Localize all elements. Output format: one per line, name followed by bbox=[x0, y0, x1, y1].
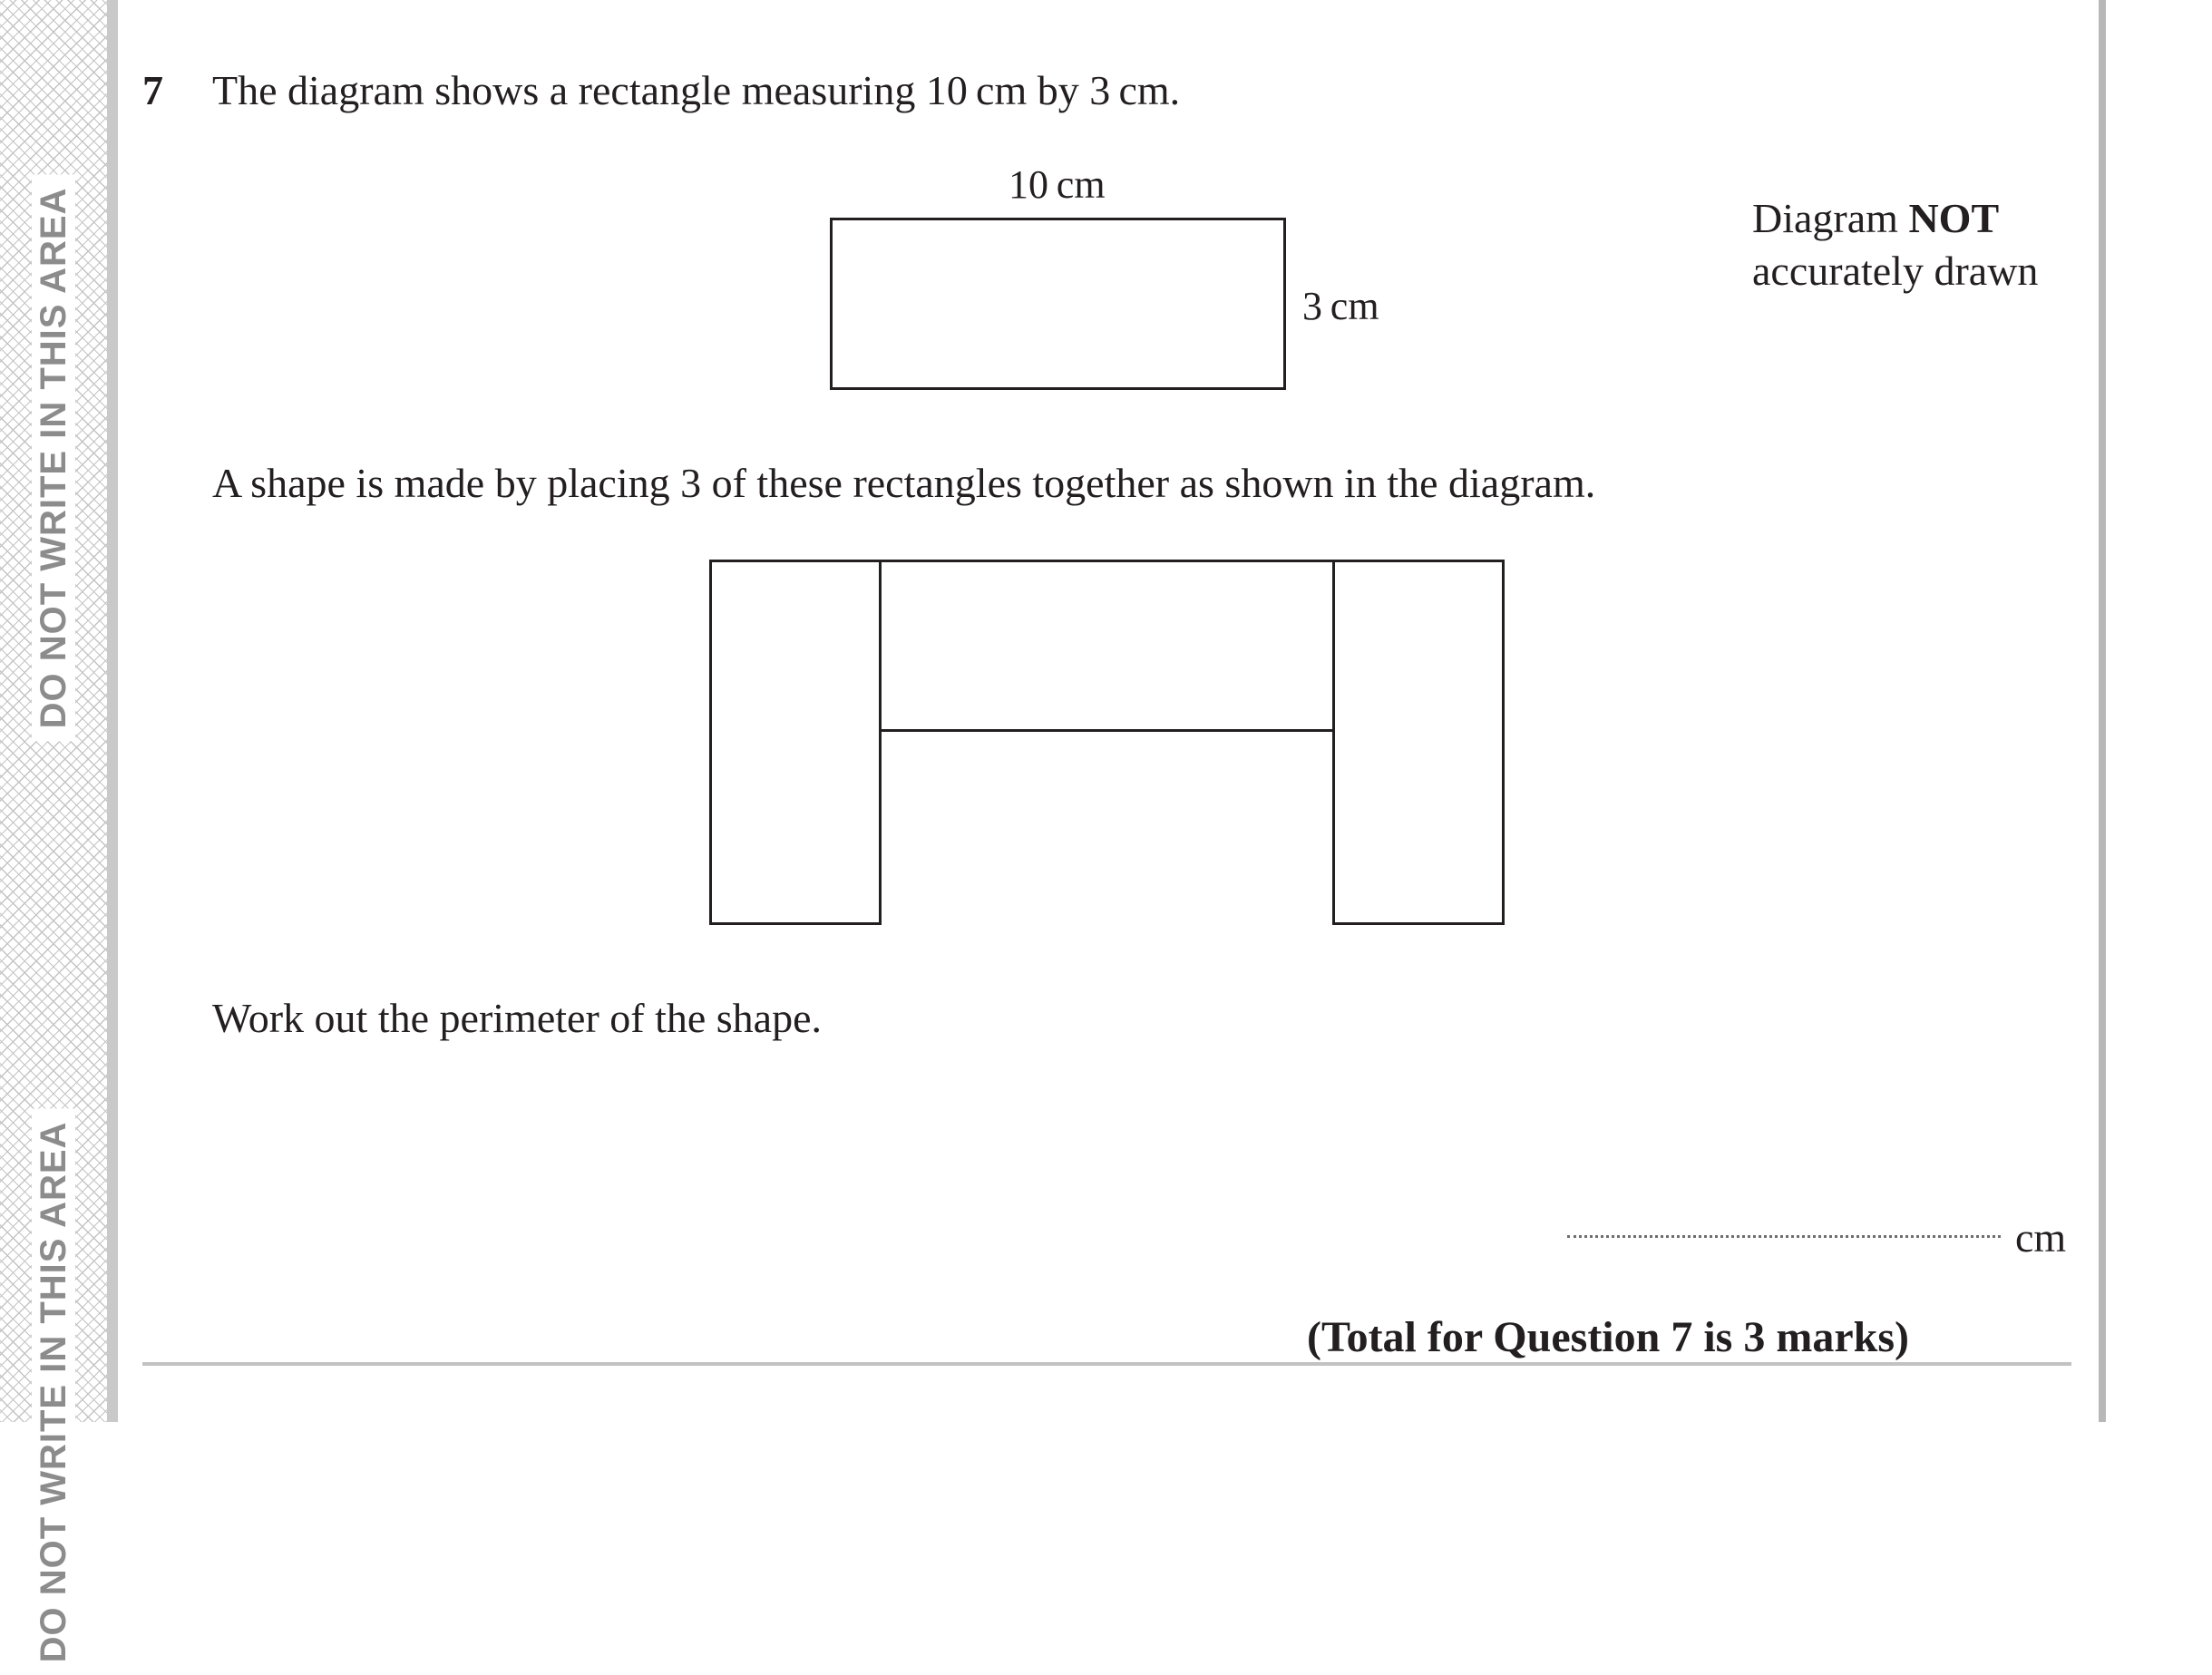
question-divider bbox=[142, 1362, 2071, 1366]
rect-width-label: 10 cm bbox=[1009, 162, 1106, 207]
left-rectangle bbox=[709, 560, 882, 925]
question-intro: The diagram shows a rectangle measuring 10 cm by 3 cm. bbox=[212, 67, 1181, 113]
margin-warning-upper: DO NOT WRITE IN THIS AREA bbox=[32, 175, 75, 742]
answer-line[interactable] bbox=[1567, 1235, 2001, 1238]
right-rectangle bbox=[1332, 560, 1505, 925]
note-prefix: Diagram bbox=[1752, 195, 1909, 241]
rect-height-label: 3 cm bbox=[1302, 284, 1379, 328]
note-line-2: accurately drawn bbox=[1752, 248, 2039, 294]
total-marks: (Total for Question 7 is 3 marks) bbox=[1306, 1313, 1909, 1361]
diagram-note bbox=[1752, 192, 2038, 297]
shape-sentence: A shape is made by placing 3 of these rectangles together as shown in the diagram. bbox=[212, 460, 1596, 506]
middle-rectangle bbox=[879, 560, 1335, 732]
question-number: 7 bbox=[142, 67, 163, 113]
page-border-left bbox=[107, 0, 118, 1422]
margin-strip bbox=[0, 0, 107, 1663]
right-gutter bbox=[2106, 0, 2212, 1422]
margin-warning-lower: DO NOT WRITE IN THIS AREA bbox=[32, 1109, 75, 1675]
task-text: Work out the perimeter of the shape. bbox=[212, 995, 823, 1041]
note-bold: NOT bbox=[1908, 195, 2000, 241]
single-rectangle bbox=[830, 218, 1286, 390]
answer-unit: cm bbox=[2015, 1214, 2067, 1261]
page-border-right bbox=[2099, 0, 2106, 1422]
